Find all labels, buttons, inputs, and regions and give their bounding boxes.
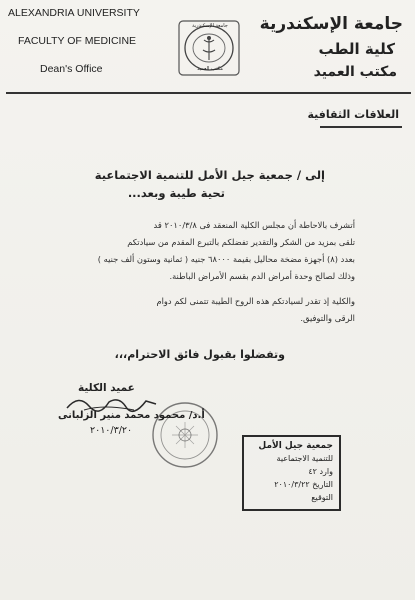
header-ar-faculty: كلية الطب	[318, 40, 395, 58]
receipt-stamp	[242, 435, 341, 511]
closing-line: وتفضلوا بقبول فائق الاحترام،،،	[114, 348, 285, 361]
stamp-org-name: جمعية جيل الأمل	[258, 441, 333, 451]
logo-caption-top: جامعة الإسكندرية	[192, 23, 228, 29]
body-line-6: الرقى والتوفيق.	[300, 313, 355, 323]
stamp-field-date: التاريخ ٢٠١٠/٣/٢٢	[274, 480, 333, 489]
signature-name: أ.د/ محمود محمد منير الزلبانى	[58, 410, 205, 421]
header-divider	[6, 92, 411, 94]
stamp-org-subtitle: للتنمية الاجتماعية	[276, 454, 333, 463]
department-title: العلاقات الثقافية	[307, 108, 399, 121]
signature-date: ٢٠١٠/٣/٢٠	[90, 425, 133, 436]
recipient-line: إلى / جمعية جيل الأمل للتنمية الاجتماعية	[94, 168, 325, 182]
department-underline	[320, 126, 402, 128]
logo-caption-bottom: مكتب العميد	[197, 66, 223, 72]
body-line-1: أتشرف بالاحاطة أن مجلس الكلية المنعقد فى ٢٠١٠/٣/٨ قد	[153, 220, 355, 230]
stamp-field-sign: التوقيع	[311, 493, 333, 502]
body-line-4: وذلك لصالح وحدة أمراض الدم بقسم الأمراض الباطنة.	[169, 271, 355, 281]
body-line-5: والكلية إذ تقدر لسيادتكم هذه الروح الطيبة تتمنى لكم دوام	[156, 296, 355, 306]
stamp-field-ref: وارد ٤٢	[308, 467, 333, 476]
greeting-line: تحية طيبة وبعد...	[127, 186, 225, 200]
header-en-office: Dean's Office	[40, 63, 103, 75]
header-en-faculty: FACULTY OF MEDICINE	[18, 35, 137, 47]
body-line-3: بعدد (٨) أجهزة مضخة محاليل بقيمة ٦٨٠٠٠ جنيه ( ثمانية وستون ألف جنيه )	[97, 254, 355, 264]
header-ar-office: مكتب العميد	[313, 64, 397, 80]
header-ar-university: جامعة الإسكندرية	[259, 14, 403, 34]
body-line-2: تلقى بمزيد من الشكر والتقدير تفضلكم بالتبرع المقدم من سيادتكم	[127, 237, 355, 247]
signature-title: عميد الكلية	[78, 382, 135, 394]
header-en-university: ALEXANDRIA UNIVERSITY	[8, 7, 140, 19]
